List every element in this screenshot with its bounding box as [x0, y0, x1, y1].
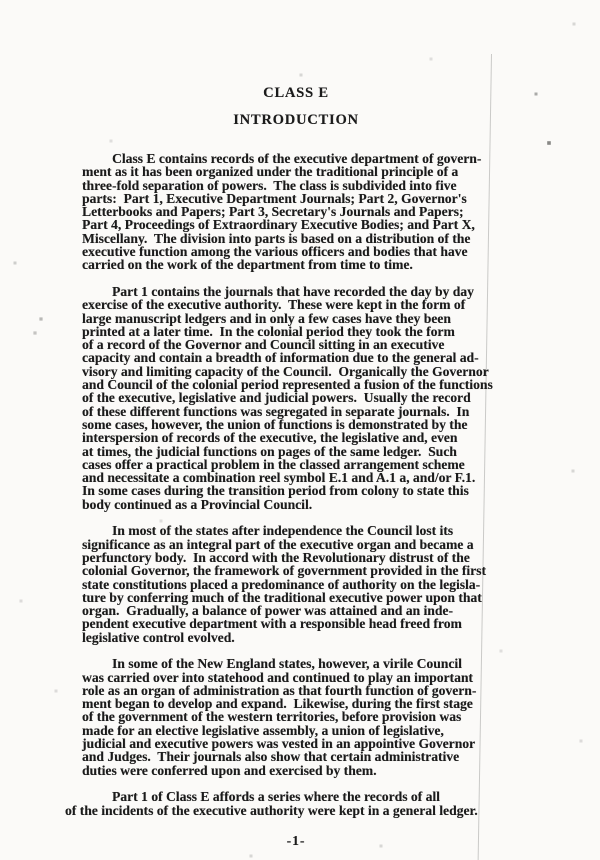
text-line: pendent executive department with a responsible head freed from	[82, 616, 462, 632]
text-line: capacity and contain a breadth of information due to the general ad-	[82, 350, 479, 366]
text-line: and Judges. Their journals also show that certain administrative	[82, 749, 460, 765]
text-line: significance as an integral part of the executive organ and became a	[82, 536, 474, 552]
text-line: In some cases during the transition period from colony to state this	[82, 483, 469, 499]
text-line: Letterbooks and Papers; Part 3, Secretary's Journals and Papers;	[82, 204, 464, 220]
text-line: and necessitate a combination reel symbol E.1 and A.1 a, and/or F.1.	[82, 470, 476, 486]
text-line: parts: Part 1, Executive Department Journals; Part 2, Governor's	[82, 190, 467, 206]
text-line: of the incidents of the executive authority were kept in a general ledger.	[65, 802, 478, 818]
text-line: role as an organ of administration as that fourth function of govern-	[82, 682, 477, 698]
text-line: ment as it has been organized under the traditional principle of a	[82, 164, 459, 180]
text-line: carried on the work of the department from time to time.	[82, 257, 413, 273]
paragraph	[82, 657, 577, 777]
text-line: Class E contains records of the executive department of govern-	[112, 151, 482, 166]
text-line: made for an elective legislative assembly, a union of legislative,	[82, 722, 444, 738]
text-line: legislative control evolved.	[82, 629, 235, 645]
text-line: executive function among the various officers and bodies that have	[82, 244, 468, 260]
text-line: colonial Governor, the framework of government provided in the first	[82, 563, 486, 579]
text-line: In some of the New England states, however, a virile Council	[112, 656, 462, 672]
text-line: perfunctory body. In accord with the Revolutionary distrust of the	[82, 549, 470, 565]
text-line: Part 1 of Class E affords a series where the records of all	[112, 789, 440, 805]
paragraph	[82, 285, 577, 511]
text-line: organ. Gradually, a balance of power was attained and an inde-	[82, 603, 453, 619]
text-line: and Council of the colonial period represented a fusion of the functions	[82, 377, 493, 393]
text-line: ment began to develop and expand. Likewise, during the first stage	[82, 696, 473, 712]
scan-speckles	[0, 0, 2, 2]
text-line: exercise of the executive authority. These were kept in the form of	[82, 297, 466, 313]
text-line: three-fold separation of powers. The class is subdivided into five	[82, 177, 457, 193]
text-line: large manuscript ledgers and in only a few cases have they been	[82, 310, 451, 326]
text-line: ture by conferring much of the traditional executive power upon that	[82, 589, 482, 605]
text-line: cases offer a practical problem in the classed arrangement scheme	[82, 456, 465, 472]
text-line: duties were conferred upon and exercised by them.	[82, 762, 377, 778]
text-line: of the executive, legislative and judicial powers. Usually the record	[82, 390, 471, 406]
text-line: judicial and executive powers was vested in an appointive Governor	[82, 736, 476, 752]
text-line: of these different functions was segregated in separate journals. In	[82, 403, 470, 419]
page-number: -1-	[286, 833, 306, 848]
text-line: Part 1 contains the journals that have recorded the day by day	[112, 283, 474, 299]
document-title: CLASS E	[263, 85, 329, 101]
paragraph	[82, 152, 577, 272]
paragraph	[65, 789, 577, 818]
text-line: some cases, however, the union of functions is demonstrated by the	[82, 416, 468, 432]
text-line: of the government of the western territories, before provision was	[82, 709, 462, 725]
text-line: Miscellany. The division into parts is based on a distribution of the	[82, 230, 471, 246]
text-line: interspersion of records of the executive, the legislative and, even	[82, 430, 458, 446]
text-line: Part 4, Proceedings of Extraordinary Executive Bodies; and Part X,	[82, 217, 475, 233]
text-line: state constitutions placed a predominance of authority on the legisla-	[82, 576, 481, 592]
paragraph	[82, 524, 577, 644]
text-line: of a record of the Governor and Council sitting in an executive	[82, 337, 445, 353]
text-line: was carried over into statehood and continued to play an important	[82, 669, 473, 685]
paragraphs	[65, 151, 577, 830]
text-line: at times, the judicial functions on pages of the same ledger. Such	[82, 443, 457, 459]
text-line: printed at a later time. In the colonial period they took the form	[82, 323, 455, 339]
text-line: In most of the states after independence the Council lost its	[112, 523, 454, 539]
section-heading: INTRODUCTION	[233, 112, 359, 128]
text-line: body continued as a Provincial Council.	[82, 496, 313, 512]
text-line: visory and limiting capacity of the Council. Organically the Governor	[82, 363, 489, 379]
